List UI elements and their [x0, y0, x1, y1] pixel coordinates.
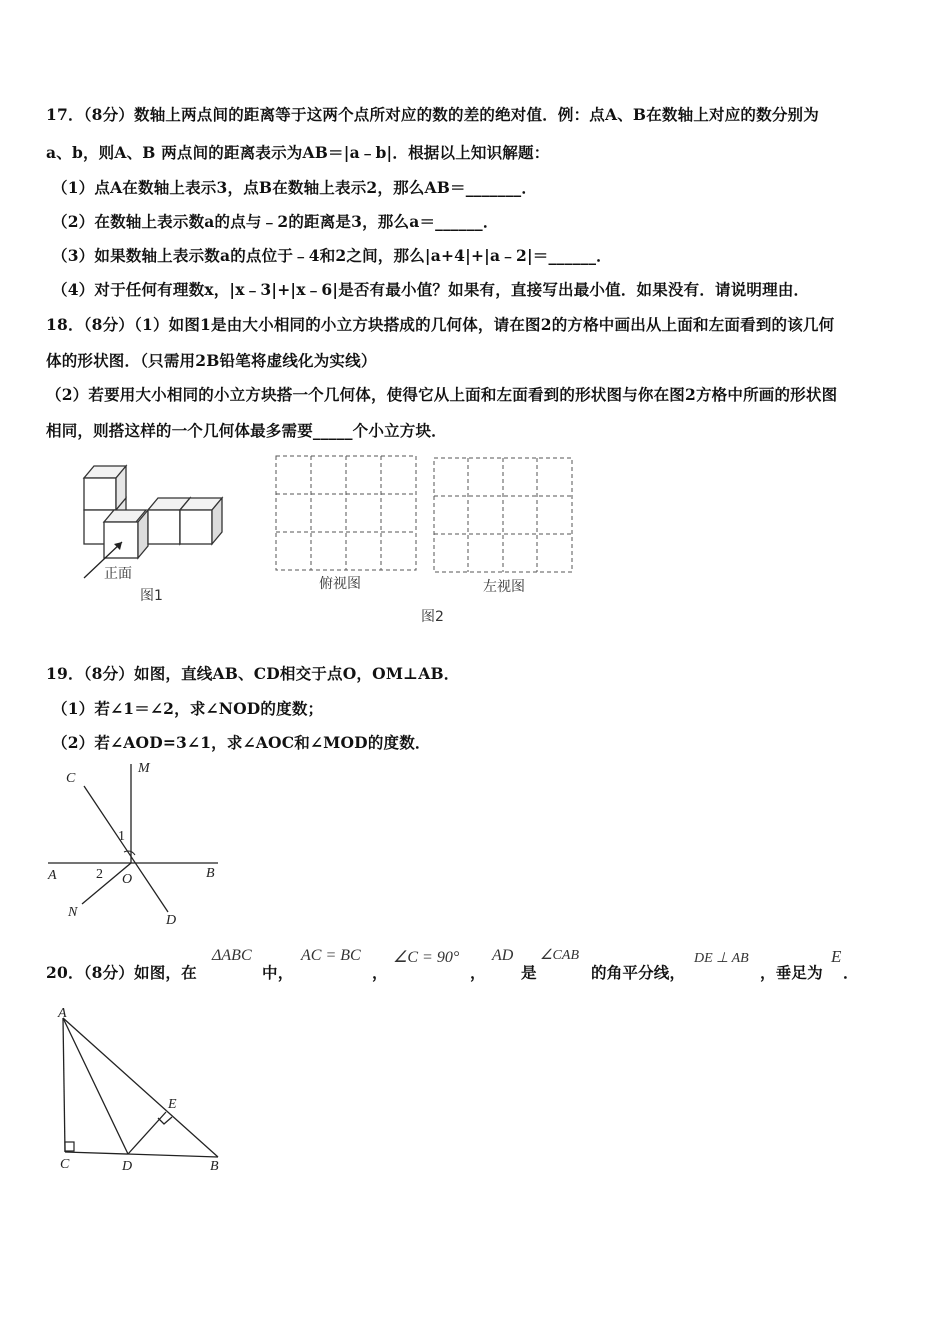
- label-c20: C: [60, 1157, 70, 1172]
- label-e20: E: [168, 1097, 177, 1112]
- q20-t4: ，: [470, 963, 486, 982]
- label-n: N: [68, 905, 78, 920]
- side-ab: [63, 1018, 218, 1157]
- q20-t7: ，垂足为: [760, 963, 823, 982]
- q20-expr-de-ab: DE ⊥ AB: [694, 951, 749, 966]
- q17-line1: 17．（8分）数轴上两点间的距离等于这两个点所对应的数的差的绝对值．例：点A、B在数轴上对应的数分别为: [46, 105, 819, 124]
- q18-line1: 18．（8分）（1）如图1是由大小相同的小立方块搭成的几何体，请在图2的方格中画出从上面和左面看到的该几何: [46, 315, 835, 334]
- q17-part4: （4）对于任何有理数x，|x﹣3|+|x﹣6|是否有最小值？如果有，直接写出最小值．如果没有．请说明理由．: [52, 280, 810, 299]
- label-m: M: [138, 761, 150, 776]
- side-cb: [65, 1152, 218, 1157]
- q20-t3: ，: [372, 963, 388, 982]
- label-c: C: [66, 771, 76, 786]
- label-a: A: [48, 868, 57, 883]
- q17-part2: （2）在数轴上表示数a的点与﹣2的距离是3，那么a＝______．: [52, 212, 499, 231]
- q19-part2: （2）若∠AOD=3∠1，求∠AOC和∠MOD的度数．: [52, 733, 431, 752]
- fig1-caption: 图1: [140, 588, 163, 604]
- q18-line3: （2）若要用大小相同的小立方块搭一个几何体，使得它从上面和左面看到的形状图与你在图2方格中所画的形状图: [46, 385, 838, 404]
- top-view-label: 俯视图: [319, 576, 361, 592]
- label-d20: D: [122, 1159, 133, 1174]
- q20-figure: [48, 1000, 238, 1180]
- line-cd: [84, 786, 168, 912]
- q18-line2: 体的形状图．（只需用2B铅笔将虚线化为实线）: [46, 351, 377, 370]
- q20-t1: 20．（8分）如图，在: [46, 963, 197, 982]
- q20-expr-ad: AD: [492, 947, 514, 964]
- q20-t5: 是: [521, 963, 537, 982]
- q20-expr-triangle: ΔABC: [212, 947, 252, 964]
- q20-t6: 的角平分线，: [591, 963, 686, 982]
- q20-t8: ．: [843, 963, 859, 982]
- angle-1-label: 1: [118, 829, 125, 844]
- fig1-cubes: [84, 466, 222, 558]
- q19-part1: （1）若∠1＝∠2，求∠NOD的度数；: [52, 699, 324, 718]
- left-view-label: 左视图: [483, 579, 525, 595]
- q19-figure: [40, 756, 240, 931]
- q20-expr-ac-bc: AC = BC: [301, 947, 361, 964]
- q17-line2: a、b，则A、B 两点间的距离表示为AB＝|a﹣b|．根据以上知识解题：: [46, 143, 550, 162]
- q19-line1: 19．（8分）如图，直线AB、CD相交于点O，OM⊥AB．: [46, 664, 460, 683]
- segment-de: [128, 1112, 166, 1154]
- q20-expr-angle-c: ∠C = 90°: [393, 949, 460, 966]
- left-view-grid: [434, 458, 572, 572]
- angle-2-label: 2: [96, 867, 103, 882]
- label-b20: B: [210, 1159, 219, 1174]
- q20-expr-e: E: [831, 947, 842, 966]
- q18-line4: 相同，则搭这样的一个几何体最多需要_____个小立方块．: [46, 421, 447, 440]
- top-view-grid: [276, 456, 416, 570]
- q17-part1: （1）点A在数轴上表示3，点B在数轴上表示2，那么AB＝_______．: [52, 178, 538, 197]
- fig1-front-label: 正面: [104, 566, 132, 582]
- label-o: O: [122, 872, 133, 887]
- bisector-ad: [63, 1018, 128, 1154]
- label-d: D: [166, 913, 177, 928]
- label-b: B: [206, 866, 215, 881]
- q20-expr-angle-cab: ∠CAB: [540, 948, 579, 963]
- side-ac: [63, 1018, 65, 1152]
- right-angle-c: [65, 1142, 74, 1151]
- label-a20: A: [58, 1006, 67, 1021]
- q17-part3: （3）如果数轴上表示数a的点位于﹣4和2之间，那么|a+4|+|a﹣2|＝______．: [52, 246, 612, 265]
- q20-t2: 中，: [262, 963, 294, 982]
- fig2-caption: 图2: [421, 609, 444, 625]
- q18-figures: [76, 450, 581, 630]
